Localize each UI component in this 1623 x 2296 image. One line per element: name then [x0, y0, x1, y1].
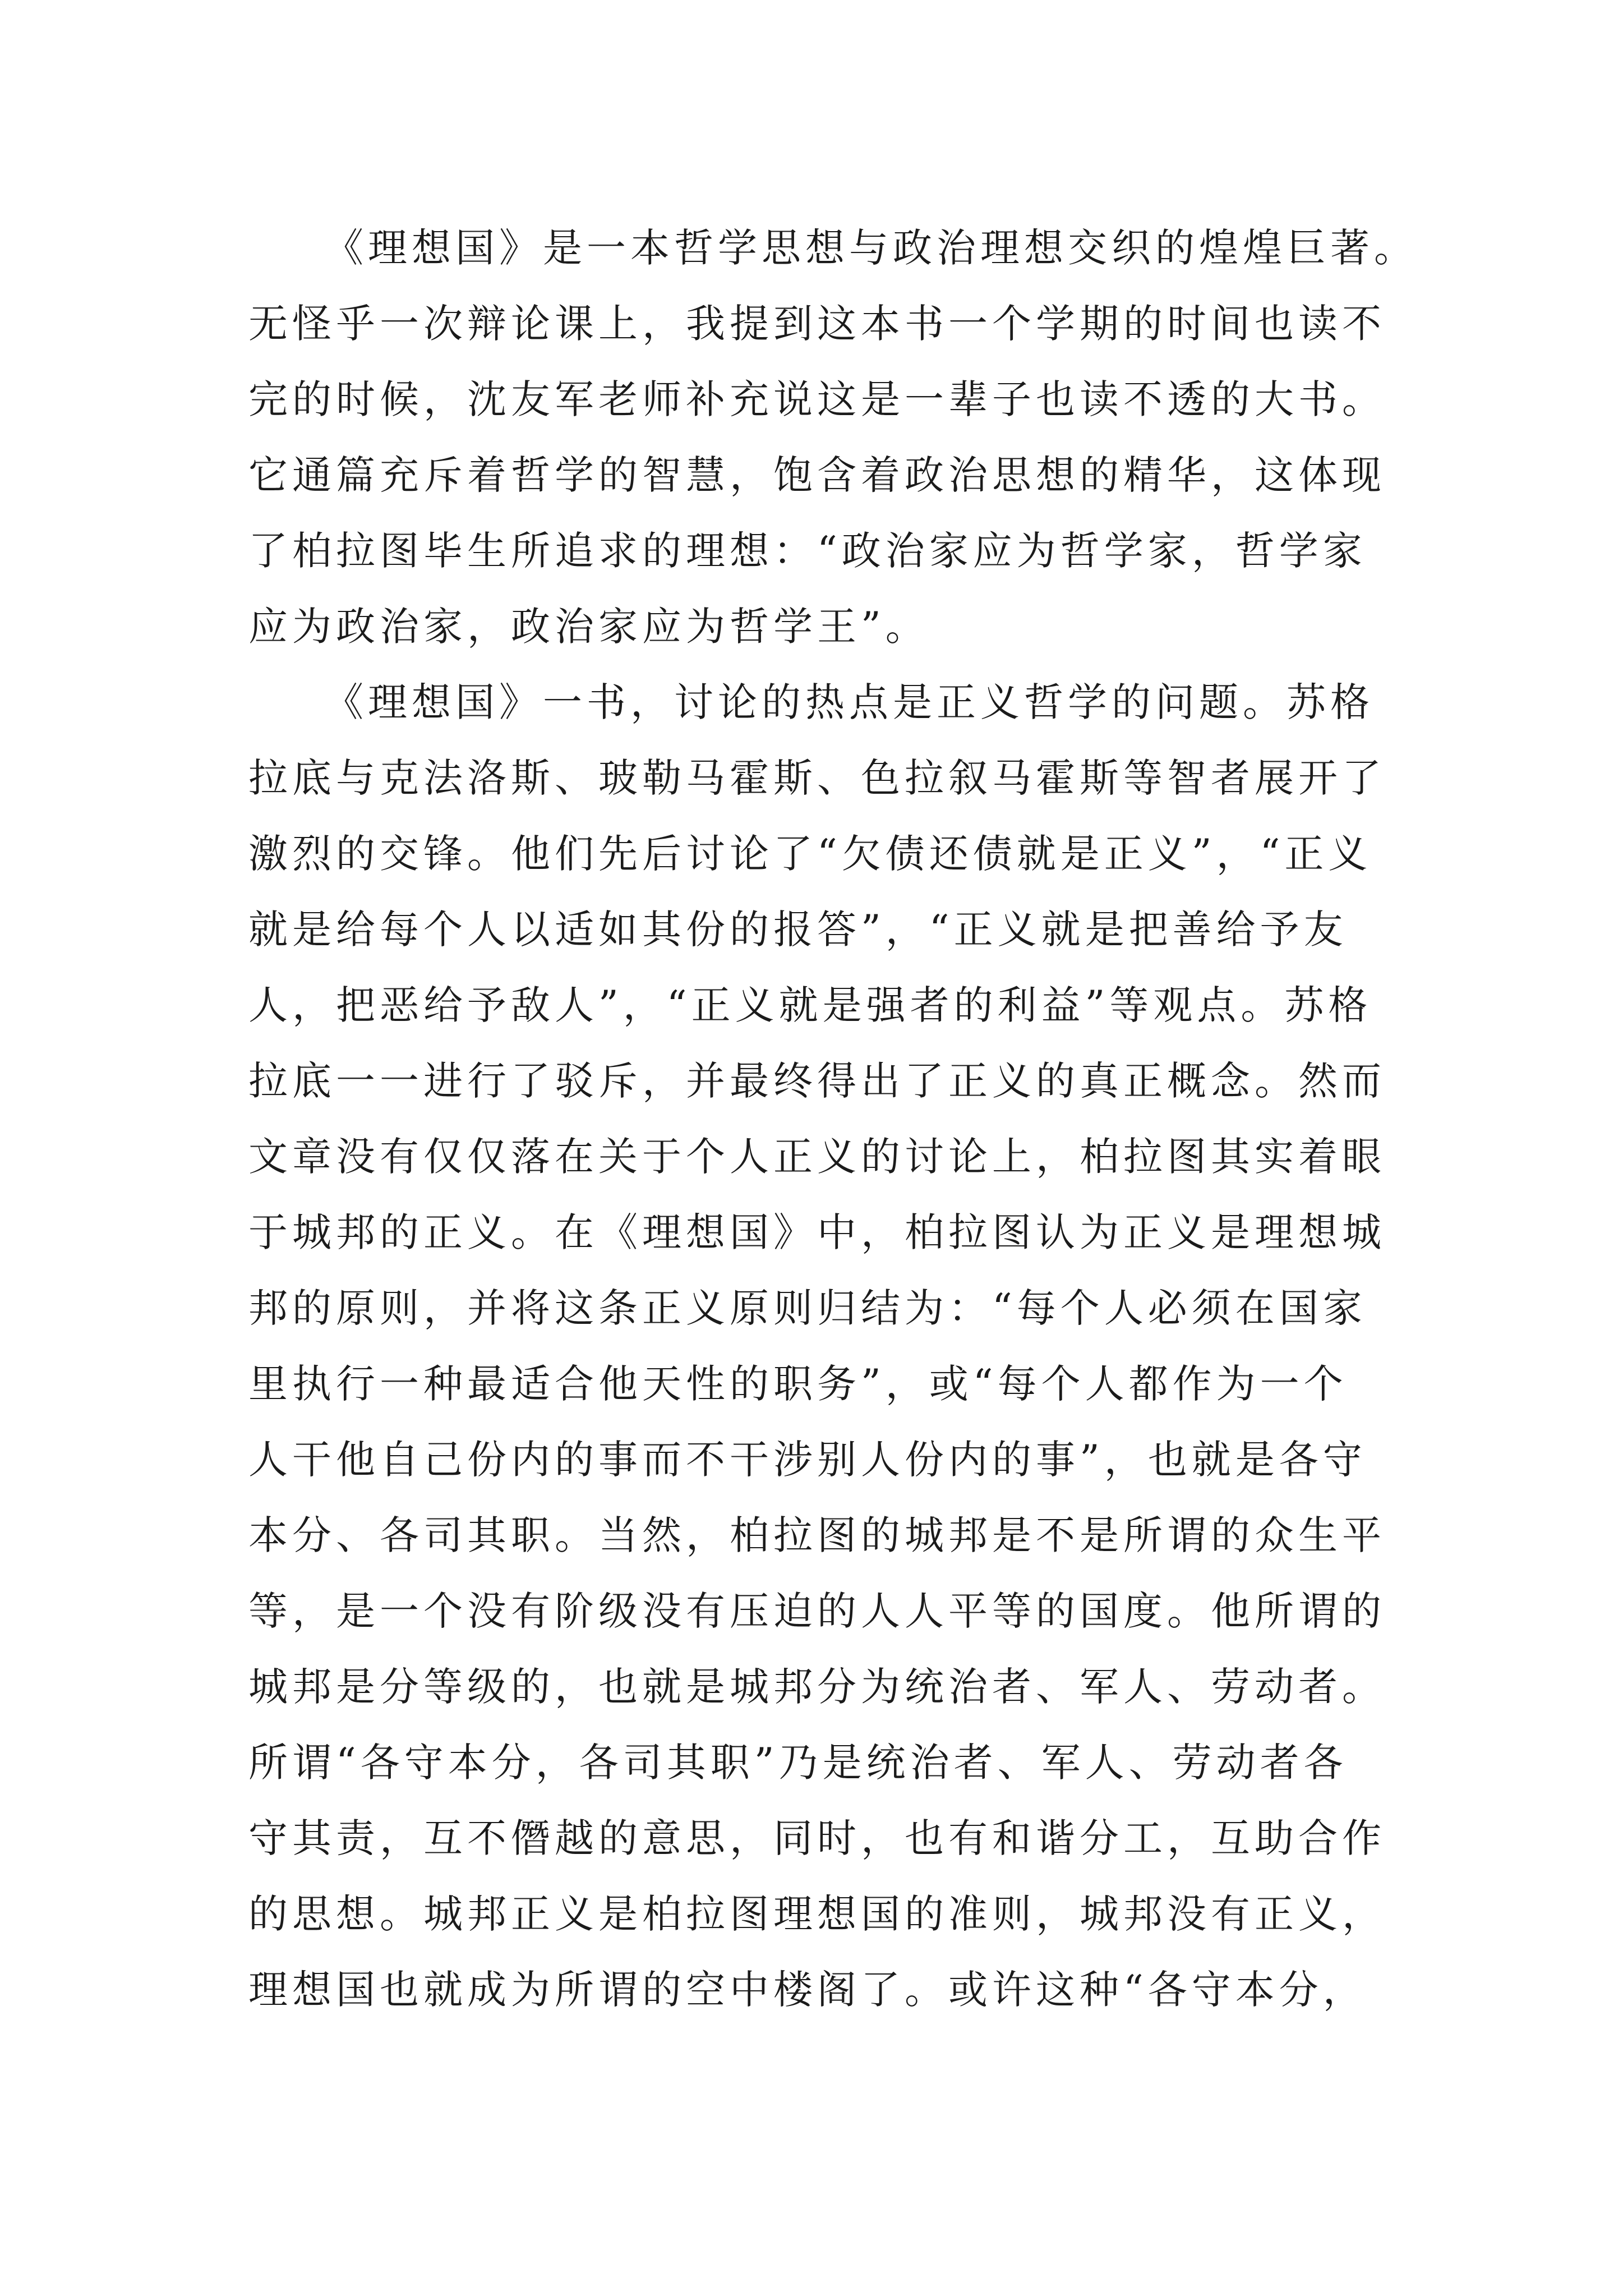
paragraph-2-line-4: 就是给每个人以适如其份的报答”，“正义就是把善给予友 [248, 907, 1348, 953]
paragraph-2-line-17: 的思想。城邦正义是柏拉图理想国的准则，城邦没有正义， [248, 1891, 1386, 1937]
paragraph-2-line-13: 等，是一个没有阶级没有压迫的人人平等的国度。他所谓的 [248, 1588, 1386, 1634]
paragraph-2-line-8: 于城邦的正义。在《理想国》中，柏拉图认为正义是理想城 [248, 1209, 1386, 1255]
paragraph-1-line-2: 无怪乎一次辩论课上，我提到这本书一个学期的时间也读不 [248, 301, 1386, 347]
paragraph-2-line-12: 本分、各司其职。当然，柏拉图的城邦是不是所谓的众生平 [248, 1512, 1386, 1558]
paragraph-1-line-1: 《理想国》是一本哲学思想与政治理想交织的煌煌巨著。 [324, 225, 1418, 271]
paragraph-2-line-9: 邦的原则，并将这条正义原则归结为：“每个人必须在国家 [248, 1285, 1367, 1331]
paragraph-2-line-1: 《理想国》一书，讨论的热点是正义哲学的问题。苏格 [324, 679, 1374, 725]
paragraph-1-line-4: 它通篇充斥着哲学的智慧，饱含着政治思想的精华，这体现 [248, 452, 1386, 498]
paragraph-2-line-7: 文章没有仅仅落在关于个人正义的讨论上，柏拉图其实着眼 [248, 1134, 1386, 1180]
paragraph-2-line-10: 里执行一种最适合他天性的职务”，或“每个人都作为一个 [248, 1361, 1348, 1407]
paragraph-2-line-6: 拉底一一进行了驳斥，并最终得出了正义的真正概念。然而 [248, 1058, 1386, 1104]
paragraph-1-line-5: 了柏拉图毕生所追求的理想：“政治家应为哲学家，哲学家 [248, 528, 1367, 574]
paragraph-2-line-18: 理想国也就成为所谓的空中楼阁了。或许这种“各守本分， [248, 1967, 1367, 2013]
paragraph-1-line-3: 完的时候，沈友军老师补充说这是一辈子也读不透的大书。 [248, 376, 1386, 422]
paragraph-2-line-11: 人干他自己份内的事而不干涉别人份内的事”，也就是各守 [248, 1437, 1367, 1483]
paragraph-2-line-3: 激烈的交锋。他们先后讨论了“欠债还债就是正义”，“正义 [248, 831, 1372, 877]
paragraph-2-line-16: 守其责，互不僭越的意思，同时，也有和谐分工，互助合作 [248, 1815, 1386, 1861]
paragraph-2-line-2: 拉底与克法洛斯、玻勒马霍斯、色拉叙马霍斯等智者展开了 [248, 755, 1386, 801]
paragraph-2-line-15: 所谓“各守本分，各司其职”乃是统治者、军人、劳动者各 [248, 1740, 1348, 1786]
paragraph-2-line-14: 城邦是分等级的，也就是城邦分为统治者、军人、劳动者。 [248, 1664, 1386, 1710]
paragraph-1-line-6: 应为政治家，政治家应为哲学王”。 [248, 604, 929, 650]
paragraph-2-line-5: 人，把恶给予敌人”，“正义就是强者的利益”等观点。苏格 [248, 982, 1372, 1028]
